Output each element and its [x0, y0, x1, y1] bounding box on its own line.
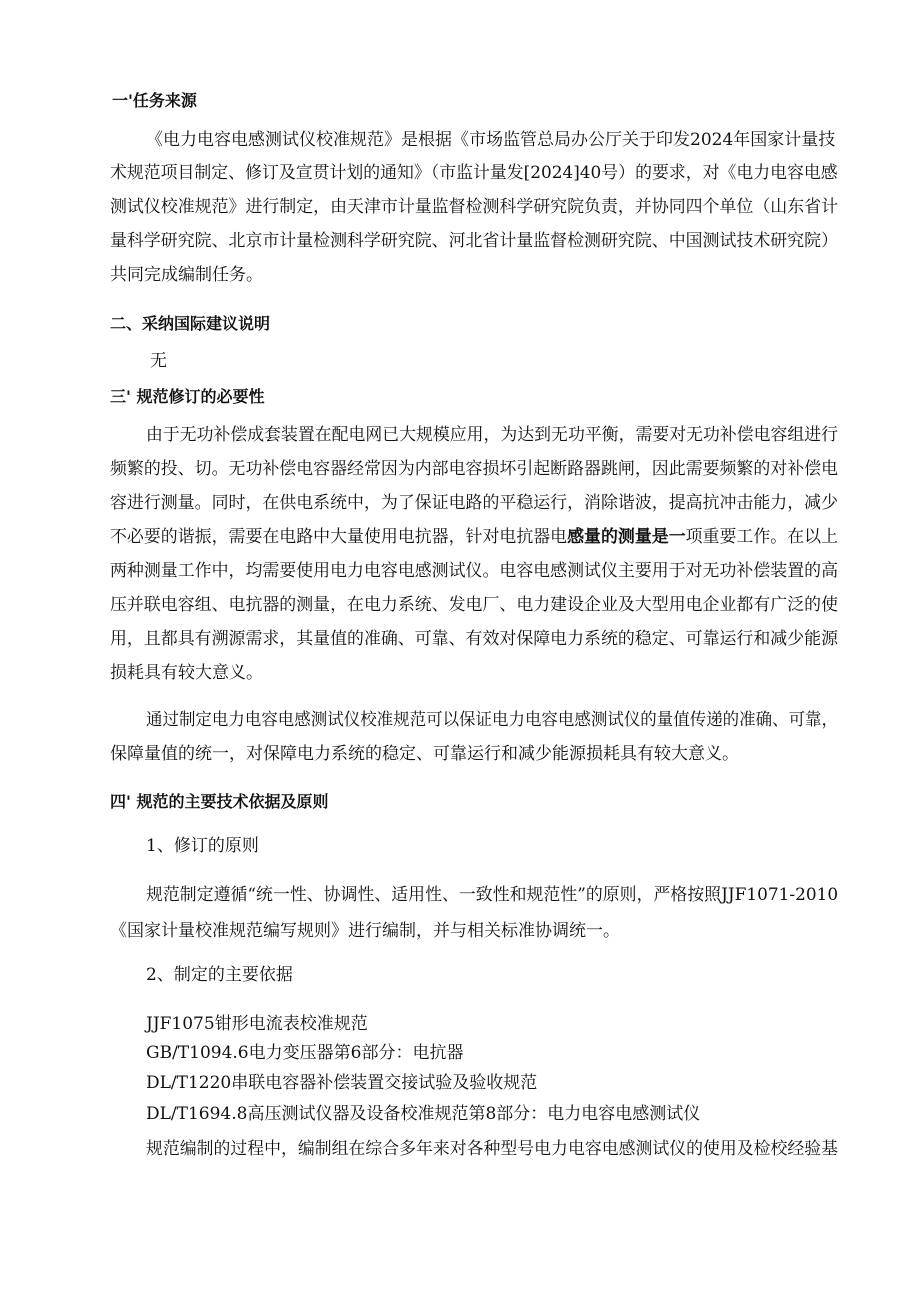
section-4-last-line: 规范编制的过程中，编制组在综合多年来对各种型号电力电容电感测试仪的使用及检校经验基 [146, 1139, 838, 1159]
section-1-line: 量科学研究院、北京市计量检测科学研究院、河北省计量监督检测研究院、中国测试技术研究院） [110, 231, 839, 251]
section-3-line-part: 不必要的谐振，需要在电路中大量使用电抗器，针对电抗器电 [110, 527, 568, 547]
section-3-line: 频繁的投、切。无功补偿电容器经常因为内部电容损坏引起断路器跳闸，因此需要频繁的对补偿电 [110, 459, 839, 479]
section-3-line: 用，且都具有溯源需求，其量值的准确、可靠、有效对保障电力系统的稳定、可靠运行和减少能源 [110, 629, 839, 649]
section-3-heading: 三' 规范修订的必要性 [110, 387, 265, 406]
section-3-line: 容进行测量。同时，在供电系统中，为了保证电路的平稳运行，消除谐波，提高抗冲击能力，减少 [110, 493, 839, 513]
reference-item: JJF1075钳形电流表校准规范 [146, 1014, 368, 1034]
reference-item: DL/T1694.8高压测试仪器及设备校准规范第8部分：电力电容电感测试仪 [146, 1104, 701, 1124]
subsection-1-line: 《国家计量校准规范编写规则》进行编制，并与相关标准协调统一。 [110, 921, 620, 941]
section-3-line: 损耗具有较大意义。 [110, 663, 263, 683]
section-3-line-part: 项重要工作。在以上 [685, 527, 839, 547]
section-4-heading: 四' 规范的主要技术依据及原则 [110, 792, 329, 811]
section-3-line: 压并联电容组、电抗器的测量，在电力系统、发电厂、电力建设企业及大型用电企业都有广泛的使 [110, 595, 839, 615]
section-2-heading: 二、采纳国际建议说明 [110, 314, 271, 333]
section-1-line: 共同完成编制任务。 [110, 265, 263, 285]
section-3-line-mixed [110, 526, 838, 548]
reference-item: GB/T1094.6电力变压器第6部分：电抗器 [146, 1043, 464, 1063]
emphasized-text: 感量的测量是一 [567, 527, 686, 547]
section-1-line: 测试仪校准规范》进行制定，由天津市计量监督检测科学研究院负责，并协同四个单位（山东省计 [110, 197, 839, 217]
section-1-line: 术规范项目制定、修订及宣贯计划的通知》（市监计量发[2024]40号）的要求，对《电力电容电感 [110, 163, 838, 183]
subsection-1-line: 规范制定遵循“统一性、协调性、适用性、一致性和规范性”的原则，严格按照JJF1071-2010 [146, 885, 839, 905]
section-3-line: 由于无功补偿成套装置在配电网已大规模应用，为达到无功平衡，需要对无功补偿电容组进行 [146, 425, 838, 445]
subsection-2-title: 2、制定的主要依据 [146, 965, 293, 985]
section-3-line: 通过制定电力电容电感测试仪校准规范可以保证电力电容电感测试仪的量值传递的准确、可靠， [146, 710, 839, 730]
reference-item: DL/T1220串联电容器补偿装置交接试验及验收规范 [146, 1073, 538, 1093]
section-3-line: 保障量值的统一，对保障电力系统的稳定、可靠运行和减少能源损耗具有较大意义。 [110, 744, 739, 764]
subsection-1-title: 1、修订的原则 [146, 836, 259, 856]
section-1-heading: 一'任务来源 [112, 91, 197, 110]
section-2-body: 无 [150, 351, 167, 371]
section-3-line: 两种测量工作中，均需要使用电力电容电感测试仪。电容电感测试仪主要用于对无功补偿装置的高 [110, 561, 839, 581]
section-1-line: 《电力电容电感测试仪校准规范》是根据《市场监管总局办公厅关于印发2024年国家计量技 [146, 130, 836, 150]
